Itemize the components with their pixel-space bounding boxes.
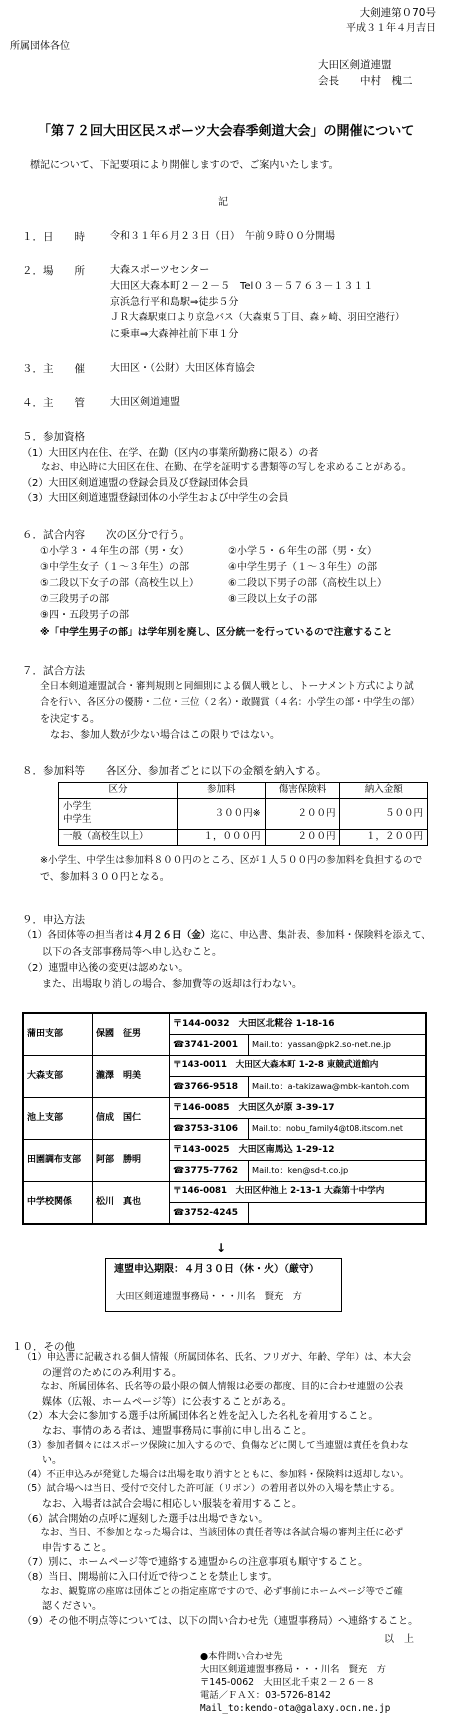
other-line: （6）試合開始の点呼に遅刻した選手は出場できない。 (22, 1513, 269, 1525)
other-line: （4）不正申込みが発覚した場合は出場を取り消すとともに、参加料・保険料は返却しない。 (22, 1468, 410, 1480)
venue-line: 京浜急行平和島駅⇒徒歩５分 (110, 297, 239, 308)
section-7-label: ７．試合方法 (22, 665, 85, 677)
other-line: （3）参加者個々にはスポーツ保険に加入するので、負傷などに関して当連盟は責任を負わな (22, 1439, 409, 1451)
contact-phone: 電話／ＦＡＸ：03-5726-8142 (200, 1690, 331, 1702)
column-header: 参加料 (178, 783, 266, 799)
eligibility-line: （2）大田区剣道連盟の登録会員及び登録団体会員 (22, 478, 249, 489)
section-9-label: ９．申込方法 (22, 914, 85, 926)
section-5-label: ５．参加資格 (22, 431, 85, 443)
method-line: を決定する。 (40, 714, 100, 725)
other-line: （7）別に、ホームページ等で連絡する連盟からの注意事項も順守すること。 (22, 1557, 369, 1569)
application-text: （1）各団体等の担当者は (22, 930, 134, 941)
division-item: ⑨四・五段男子の部 (40, 610, 129, 621)
table-header-row (59, 783, 428, 799)
column-header: 区分 (59, 783, 178, 799)
application-text: 迄に、申込書、集計表、参加料・保険料を添えて、 (210, 930, 431, 941)
table-row (23, 1140, 426, 1161)
branch-contact: 瀧澤 明美 (93, 1056, 170, 1098)
arrow-down-icon: ↓ (216, 1241, 227, 1255)
branch-address: 〒143-0011 大田区大森本町 1-2-8 東競武道館内 (170, 1056, 427, 1077)
other-line: 媒体（広報、ホームページ等）に公表することがある。 (22, 1396, 292, 1408)
other-line: （8）当日、開場前に入口付近で待つことを禁止します。 (22, 1572, 278, 1583)
contact-mail: Mail_to:kendo-ota@galaxy.ocn.ne.jp (200, 1703, 391, 1715)
section-3-value: 大田区・（公財）大田区体育協会 (110, 363, 255, 374)
branch-name: 池上支部 (23, 1098, 93, 1140)
section-10-label: １０．その他 (12, 1341, 75, 1353)
doc-date: 平成３１年４月吉日 (346, 23, 436, 34)
ki-label: 記 (218, 197, 228, 208)
table-row (23, 1013, 426, 1035)
page-title: 「第７２回大田区民スポーツ大会春季剣道大会」の開催について (38, 124, 415, 139)
branch-name: 田園調布支部 (23, 1140, 93, 1182)
branch-name: 蒲田支部 (23, 1013, 93, 1056)
eligibility-line: なお、申込時に大田区在住、在勤、在学を証明する書類等の写しを求めることがある。 (22, 462, 412, 473)
method-line: 全日本剣道連盟試合・審判規則と同細則による個人戦とし、トーナメント方式により試 (40, 681, 414, 692)
other-line: なお、事情のある者は、連盟事務局に事前に申し出ること。 (22, 1426, 312, 1437)
other-line: なお、所属団体名、氏名等の最小限の個人情報は必要の都度、目的に合わせ連盟の公表 (22, 1381, 404, 1393)
branch-address: 〒144-0032 大田区北糀谷 1-18-16 (170, 1013, 427, 1035)
branch-address: 〒146-0085 大田区久が原 3-39-17 (170, 1098, 427, 1119)
division-note: ※「中学生男子の部」は学年別を廃し、区分統一を行っているので注意すること (40, 627, 393, 638)
application-line: （2）連盟申込後の変更は認めない。 (22, 963, 189, 974)
table-cell: ２００円 (265, 799, 340, 830)
branch-contact: 信成 国仁 (93, 1098, 170, 1140)
method-line: 合を行い、各区分の優勝・二位・三位（２名）・敢闘賞（４名：小学生の部・中学生の部） (40, 697, 420, 708)
fee-note: ※小学生、中学生は参加料８００円のところ、区が１人５００円の参加料を負担するので (40, 855, 423, 866)
column-header: 納入金額 (340, 783, 428, 799)
doc-number: 大剣連第０70号 (359, 7, 436, 19)
table-row (23, 1182, 426, 1203)
branch-contact: 保國 征男 (93, 1013, 170, 1056)
division-item: ③中学生女子（１～３年生）の部 (40, 562, 189, 573)
table-cell: １，２００円 (340, 830, 428, 846)
category-label: 小学生 (63, 801, 92, 813)
venue-line: 大田区大森本町２－２－５ Tel０３－５７６３－１３１１ (110, 281, 374, 292)
contact-heading: ●本件問い合わせ先 (200, 1651, 283, 1663)
table-cell: ５００円 (340, 799, 428, 830)
other-line: なお、観覧席の座席は団体ごとの指定座席ですので、必ず事前にホームページ等でご確 (22, 1585, 403, 1597)
branch-address: 〒143-0025 大田区南馬込 1-29-12 (170, 1140, 427, 1161)
recipient: 所属団体各位 (10, 41, 70, 52)
table-row (23, 1056, 426, 1077)
table-cell: ３００円※ (178, 799, 266, 830)
table-cell: ２００円 (265, 830, 340, 846)
section-1-label: １．日 時 (22, 231, 85, 243)
branch-mail: Mail.to：yassan@pk2.so-net.ne.jp (249, 1035, 427, 1056)
intro-text: 標記について、下記要項により開催しますので、ご案内いたします。 (30, 160, 339, 171)
table-cell (59, 799, 178, 830)
branch-mail (249, 1203, 427, 1225)
application-line: 以下の各支部事務局等へ申し込むこと。 (22, 947, 222, 958)
application-line (22, 930, 431, 943)
branch-contact: 松川 真也 (93, 1182, 170, 1225)
branch-mail: Mail.to：ken@sd-t.co.jp (249, 1161, 427, 1182)
contact-address: 〒145-0062 大田区北千束２－２６－８ (200, 1677, 375, 1689)
section-2-label: ２．場 所 (22, 265, 85, 277)
deadline-recipient: 大田区剣道連盟事務局・・・川名 賢充 方 (116, 1291, 302, 1302)
branch-name: 大森支部 (23, 1056, 93, 1098)
branch-name: 中学校関係 (23, 1182, 93, 1225)
section-8-label: ８．参加料等 各区分、参加者ごとに以下の金額を納入する。 (22, 765, 327, 777)
deadline-text: 連盟申込期限：４月３０日（休・火）（厳守） (114, 1264, 319, 1275)
division-item: ④中学生男子（１～３年生）の部 (228, 562, 377, 573)
branch-table (22, 1012, 427, 1225)
branch-phone: ☎3741-2001 (170, 1035, 249, 1056)
section-3-label: ３．主 催 (22, 363, 85, 375)
division-item: ⑥二段以下男子の部（高校生以上） (228, 578, 387, 589)
deadline-box (105, 1258, 342, 1312)
table-row (23, 1098, 426, 1119)
table-row (59, 799, 428, 830)
application-deadline: ４月２６日（金） (133, 930, 211, 941)
venue-line: ＪＲ大森駅東口より京急バス（大森東５丁目、森ヶ崎、羽田空港行） (110, 312, 405, 323)
division-item: ⑧三段以上女子の部 (228, 594, 317, 605)
table-row (59, 830, 428, 846)
other-line: い。 (22, 1455, 62, 1467)
application-line: また、出場取り消しの場合、参加費等の返却は行わない。 (22, 979, 302, 990)
other-line: （5）試合場へは当日、受付で交付した許可証（リボン）の着用者以外の入場を禁止する。 (22, 1483, 400, 1495)
other-line: （1）申込書に記載される個人情報（所属団体名、氏名、フリガナ、年齢、学年）は、本大会 (22, 1352, 412, 1363)
venue-line: に乗車⇒大森神社前下車１分 (110, 329, 239, 340)
fee-note: で、参加料３００円となる。 (40, 872, 170, 883)
section-1-value: 令和３１年６月２３日（日） 午前９時００分開場 (110, 231, 335, 242)
division-item: ①小学３・４年生の部（男・女） (40, 546, 189, 557)
eligibility-line: （3）大田区剣道連盟登録団体の小学生および中学生の会員 (22, 493, 289, 504)
venue-line: 大森スポーツセンター (110, 265, 210, 276)
category-label: 中学生 (63, 814, 92, 825)
table-cell: １，０００円 (178, 830, 266, 846)
section-6-label: ６．試合内容 次の区分で行う。 (22, 529, 190, 541)
branch-mail: Mail.to：a-takizawa@mbk-kantoh.com (249, 1077, 427, 1098)
eligibility-line: （1）大田区内在住、在学、在勤（区内の事業所勤務に限る）の者 (22, 448, 319, 459)
other-line: 認ください。 (22, 1601, 102, 1613)
table-cell: 一般（高校生以上） (59, 830, 178, 846)
branch-phone: ☎3753-3106 (170, 1119, 249, 1140)
other-line: の運営のためにのみ利用する。 (22, 1367, 182, 1379)
contact-office: 大田区剣道連盟事務局・・・川名 賢充 方 (200, 1664, 386, 1676)
sender-name: 会長 中村 槐二 (318, 75, 413, 87)
branch-phone: ☎3766-9518 (170, 1077, 249, 1098)
branch-mail: Mail.to：nobu_family4@t08.itscom.net (249, 1119, 427, 1140)
other-line: （9）その他不明点等については、以下の問い合わせ先（連盟事務局）へ連絡すること。 (22, 1615, 419, 1627)
division-item: ⑦三段男子の部 (40, 594, 109, 605)
division-item: ⑤二段以下女子の部（高校生以上） (40, 578, 199, 589)
branch-contact: 阿部 勝明 (93, 1140, 170, 1182)
branch-phone: ☎3775-7762 (170, 1161, 249, 1182)
branch-address: 〒146-0081 大田区仲池上 2-13-1 大森第十中学内 (170, 1182, 427, 1203)
other-line: 申告すること。 (22, 1542, 112, 1554)
end-mark: 以 上 (384, 1634, 414, 1646)
division-item: ②小学５・６年生の部（男・女） (228, 546, 377, 557)
fee-table (58, 782, 428, 846)
column-header: 傷害保険料 (265, 783, 340, 799)
other-line: （2）本大会に参加する選手は所属団体名と姓を記入した名札を着用すること。 (22, 1411, 379, 1423)
sender-org: 大田区剣道連盟 (318, 59, 392, 71)
other-line: なお、当日、不参加となった場合は、当該団体の責任者等は各試合場の審判主任に必ず (22, 1527, 404, 1539)
branch-phone: ☎3752-4245 (170, 1203, 249, 1225)
section-4-label: ４．主 管 (22, 397, 85, 409)
section-4-value: 大田区剣道連盟 (110, 397, 180, 408)
other-line: なお、入場者は試合会場に相応しい服装を着用すること。 (22, 1499, 302, 1510)
method-line: なお、参加人数が少ない場合はこの限りではない。 (40, 730, 280, 741)
